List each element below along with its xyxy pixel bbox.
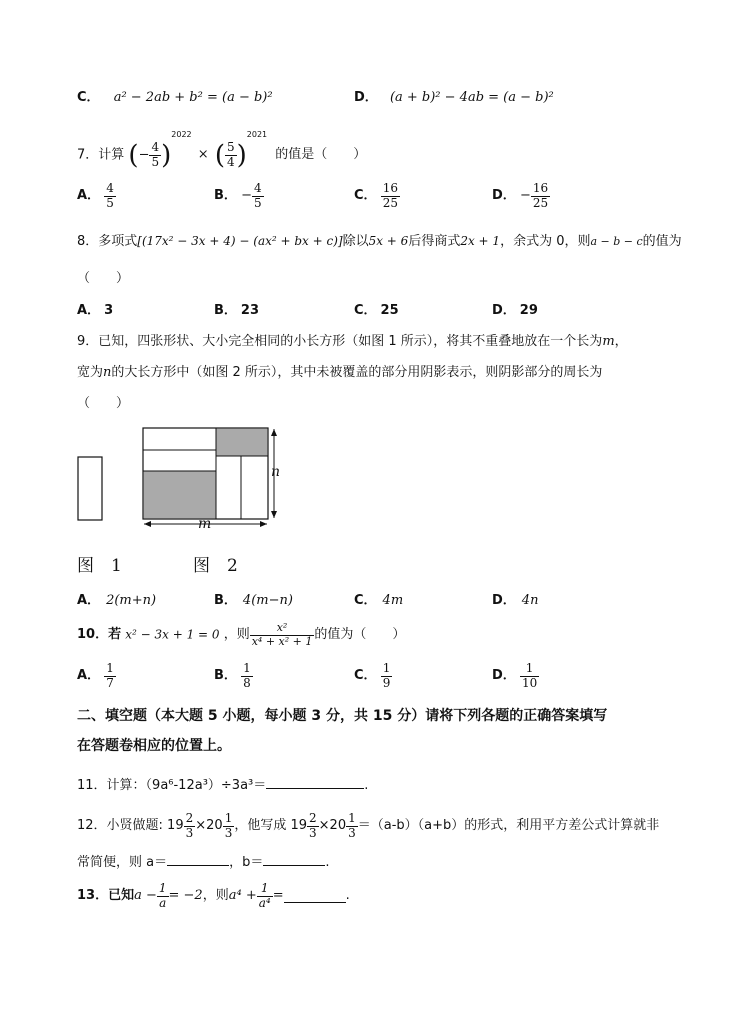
- denominator: 25: [382, 195, 398, 210]
- q12-fraction: [307, 812, 319, 841]
- q8-prefix: 8．多项式: [77, 234, 138, 249]
- q8-text: 除以: [342, 234, 369, 249]
- option-label: A．: [77, 188, 101, 204]
- q7-suffix: 的值是（ ）: [275, 147, 367, 163]
- option-fraction: [520, 662, 539, 691]
- q10-fraction: [250, 622, 315, 648]
- denominator: 3: [224, 825, 233, 840]
- left-paren: (: [214, 140, 225, 171]
- option-label: D．: [492, 188, 516, 204]
- q8-quotient: 2x + 1: [460, 234, 501, 248]
- q11-suffix: .: [364, 778, 369, 793]
- option-value: 3: [104, 303, 114, 318]
- denominator: a⁴: [258, 895, 271, 910]
- option-label: D．: [492, 668, 516, 684]
- option-label: C．: [354, 303, 377, 318]
- numerator: 1: [106, 661, 114, 675]
- option-label: D．: [492, 593, 516, 608]
- q8-option-c: [354, 303, 399, 319]
- q10-suffix: 的值为（ ）: [314, 627, 406, 643]
- denominator: 5: [253, 195, 262, 210]
- q9-answer-paren: （ ）: [77, 396, 130, 411]
- denominator: x⁴ + x² + 1: [251, 634, 313, 648]
- q7-option-b: [214, 182, 264, 211]
- numerator: 16: [532, 181, 549, 195]
- q13-answer-blank[interactable]: [284, 890, 346, 903]
- option-value: 4m: [382, 593, 404, 608]
- numerator: 1: [158, 881, 167, 895]
- q8-option-d: [492, 303, 538, 319]
- option-label: A．: [77, 303, 101, 318]
- q7-fraction-2: [225, 141, 237, 170]
- numerator: x²: [250, 622, 315, 636]
- q12-answer-blank-a[interactable]: [167, 853, 229, 866]
- option-fraction: [241, 662, 253, 691]
- q7-prefix: 7．计算: [77, 147, 125, 163]
- q11-prefix: 11．计算：（9a⁶-12a³）÷3a³＝: [77, 778, 267, 793]
- q13-fraction: [157, 882, 169, 911]
- numerator: 4: [151, 140, 160, 155]
- q13-expression: =: [272, 888, 284, 904]
- option-label: B．: [214, 303, 237, 318]
- q12-text: ，b＝: [229, 855, 264, 870]
- figure-label-m: m: [198, 516, 212, 532]
- q13-suffix: .: [345, 888, 350, 904]
- q13-fraction: [257, 882, 273, 911]
- option-value: 2(m+n): [106, 593, 157, 608]
- right-paren: ): [161, 140, 172, 171]
- numerator: 1: [224, 811, 233, 825]
- numerator: 16: [382, 181, 398, 195]
- denominator: 8: [243, 675, 251, 690]
- q7-fraction-1: [149, 141, 161, 170]
- numerator: 1: [520, 662, 539, 677]
- option-fraction: [104, 662, 116, 691]
- option-value: 29: [519, 303, 538, 318]
- q7-option-d: [492, 182, 550, 211]
- q8-text: ，余式为 0，则: [500, 234, 591, 249]
- q8-option-a: [77, 303, 113, 319]
- option-sign: −: [519, 188, 531, 204]
- q13-expression: a −: [134, 888, 157, 904]
- q8-polynomial: [(17x² − 3x + 4) − (ax² + bx + c)]: [137, 234, 343, 248]
- numerator: 1: [348, 811, 356, 825]
- times-sign: ×: [197, 147, 209, 163]
- denominator: 3: [185, 825, 194, 840]
- option-fraction: [252, 182, 264, 211]
- option-label: C．: [354, 188, 377, 204]
- option-label: C．: [354, 668, 377, 684]
- option-fraction: [531, 182, 550, 211]
- q9-var-m: m: [602, 334, 615, 349]
- numerator: 4: [253, 181, 262, 195]
- q12-text: ×20: [318, 818, 347, 834]
- numerator: 2: [185, 811, 194, 825]
- option-expression: a² − 2ab + b² = (a − b)²: [113, 90, 273, 105]
- right-paren: ): [236, 140, 247, 171]
- q13-expression: a⁴ +: [228, 888, 257, 904]
- option-label: B．: [214, 668, 237, 684]
- q10-option-c: [354, 662, 392, 691]
- q12-answer-blank-b[interactable]: [263, 853, 325, 866]
- q9-stem-line-1: [77, 334, 628, 350]
- q13-stem: [77, 882, 350, 911]
- numerator: 4: [106, 181, 114, 195]
- denominator: a: [159, 895, 167, 910]
- section-2-heading-line-1: 二、填空题（本大题 5 小题，每小题 3 分，共 15 分）请将下列各题的正确答案填写: [77, 708, 608, 724]
- q7-option-c: [354, 182, 400, 211]
- q8-target: a − b − c: [590, 235, 643, 248]
- option-label: D．: [354, 90, 378, 105]
- denominator: 4: [226, 155, 235, 169]
- q9-option-d: [492, 593, 538, 609]
- q10-text: ，则: [223, 627, 250, 643]
- q12-fraction: [184, 812, 196, 841]
- option-label: B．: [214, 593, 237, 608]
- q7-option-a: [77, 182, 116, 211]
- q13-expression: = −2: [168, 888, 203, 904]
- option-label: C．: [354, 593, 377, 608]
- q9-figures: [70, 420, 300, 535]
- q8-answer-paren: （ ）: [77, 271, 130, 286]
- option-sign: −: [241, 188, 252, 204]
- option-label: D．: [492, 303, 516, 318]
- q11-stem: [77, 776, 368, 794]
- denominator: 3: [348, 825, 356, 840]
- q12-text: 常简便，则 a＝: [77, 855, 168, 870]
- option-label: A．: [77, 668, 101, 684]
- q9-text: 的大长方形中（如图 2 所示），其中未被覆盖的部分用阴影表示，则阴影部分的周长为: [111, 365, 603, 380]
- option-fraction: [104, 182, 116, 211]
- q13-prefix: 13．已知: [77, 888, 135, 904]
- numerator: 1: [257, 882, 273, 897]
- minus-sign: −: [138, 147, 150, 163]
- q8-text: 后得商式: [408, 234, 461, 249]
- option-label: C．: [77, 90, 100, 105]
- denominator: 5: [106, 195, 114, 210]
- q10-option-d: [492, 662, 539, 691]
- numerator: 1: [243, 661, 251, 675]
- q8-option-b: [214, 303, 259, 319]
- q12-text: ＝（a-b）（a+b）的形式，利用平方差公式计算就非: [357, 818, 660, 834]
- numerator: 2: [309, 811, 317, 825]
- denominator: 3: [309, 825, 317, 840]
- q6-option-c: [77, 90, 273, 106]
- q9-option-b: [214, 593, 293, 609]
- q11-answer-blank[interactable]: [266, 776, 364, 789]
- q6-option-d: [354, 90, 554, 106]
- figure-label-n: n: [271, 464, 281, 480]
- q10-condition: x² − 3x + 1 = 0: [125, 627, 220, 642]
- denominator: 10: [521, 675, 538, 690]
- denominator: 7: [106, 675, 114, 690]
- q13-text: ，则: [202, 888, 229, 904]
- option-fraction: [381, 662, 393, 691]
- left-paren: (: [128, 140, 139, 171]
- section-2-heading-line-2: 在答题卷相应的位置上。: [77, 738, 231, 754]
- q9-option-a: [77, 593, 156, 609]
- q12-stem-line-2: [77, 853, 330, 871]
- q7-exponent-2: 2021: [246, 130, 268, 139]
- q12-text: ×20: [195, 818, 223, 834]
- numerator: 1: [382, 661, 391, 675]
- q12-prefix: 12．小贤做题: 19: [77, 818, 184, 834]
- denominator: 5: [151, 155, 160, 169]
- figure-2-large-rectangle: [143, 428, 268, 519]
- option-expression: (a + b)² − 4ab = (a − b)²: [389, 90, 554, 105]
- shaded-region-bottom-left: [143, 471, 216, 519]
- option-value: 4n: [521, 593, 539, 608]
- q10-option-a: [77, 662, 116, 691]
- numerator: 5: [226, 140, 235, 155]
- q9-var-n: n: [103, 365, 112, 380]
- q10-prefix: 10．若: [77, 627, 122, 643]
- q12-text: .: [325, 855, 330, 870]
- option-label: B．: [214, 188, 237, 204]
- denominator: 9: [382, 675, 391, 690]
- option-value: 25: [380, 303, 399, 318]
- figure-1-caption: 图 1: [77, 556, 122, 576]
- q10-stem: [77, 622, 405, 648]
- denominator: 25: [532, 195, 549, 210]
- q9-text: ，: [614, 334, 628, 349]
- q9-text: 宽为: [77, 365, 104, 380]
- shaded-region-top-right: [216, 428, 268, 456]
- q7-stem: [77, 130, 366, 172]
- q8-stem: [77, 234, 682, 250]
- figure-2-caption: 图 2: [193, 556, 238, 576]
- q12-stem-line-1: [77, 812, 659, 841]
- option-value: 4(m−n): [242, 593, 293, 608]
- q8-divisor: 5x + 6: [368, 234, 409, 248]
- q9-option-c: [354, 593, 403, 609]
- q12-fraction: [223, 812, 235, 841]
- option-label: A．: [77, 593, 101, 608]
- q7-exponent-1: 2022: [171, 130, 192, 139]
- q10-option-b: [214, 662, 253, 691]
- option-fraction: [381, 182, 400, 211]
- q9-stem-line-2: [77, 365, 602, 381]
- figure-1-small-rectangle: [78, 457, 102, 520]
- option-value: 23: [240, 303, 260, 318]
- q8-suffix: 的值为: [642, 234, 682, 249]
- q9-text: 9．已知，四张形状、大小完全相同的小长方形（如图 1 所示），将其不重叠地放在一个长为: [77, 334, 603, 349]
- q12-fraction: [346, 812, 358, 841]
- q12-text: ，他写成 19: [234, 818, 308, 834]
